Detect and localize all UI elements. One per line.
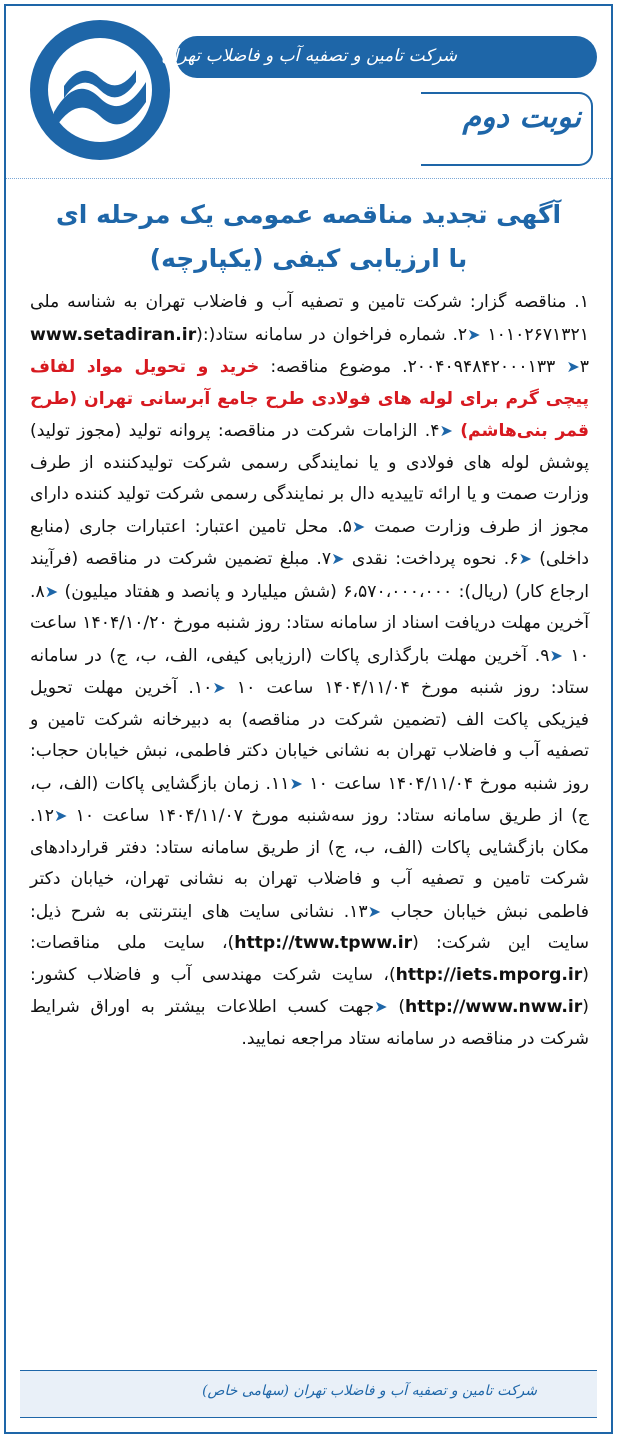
tender-subject: خرید و تحویل مواد لفاف پیچی گرم برای لوله های فولادی طرح جامع آبرسانی تهران (طرح قمر بنی‌هاشم) — [30, 357, 590, 441]
arrow-icon: ➤ — [331, 549, 345, 568]
notice-body — [6, 285, 611, 1055]
nww-website-link[interactable]: http://www.nww.ir — [405, 997, 583, 1017]
arrow-icon: ➤ — [367, 901, 382, 921]
company-logo — [20, 16, 180, 164]
notice-title — [6, 193, 611, 281]
websites-text: )، سایت ملی مناقصات: ( — [30, 933, 589, 985]
item-7-guarantee: ۷. مبلغ تضمین شرکت در مناقصه (فرآیند ارجاع کار) (ریال): ۶،۵۷۰،۰۰۰،۰۰۰ (شش میلیارد و پانصد و هفتاد میلیون) — [30, 549, 589, 602]
websites-text: ) — [387, 997, 406, 1017]
item-13-websites: ۱۳. نشانی سایت های اینترنتی به شرح ذیل: سایت این شرکت: ( — [30, 901, 589, 953]
arrow-icon: ➤ — [467, 324, 481, 344]
company-name-banner — [161, 36, 597, 78]
item-5-funding: ۵. محل تامین اعتبار: اعتبارات جاری (منابع داخلی) — [30, 516, 589, 569]
item-12-opening-place: ۱۲. مکان بازگشایی پاکات (الف، ب، ج) از طریق سامانه ستاد: دفتر قراردادهای شرکت تامین و تصفیه آب و فاضلاب تهران به نشانی تهران، خیابان دکتر فاطمی نبش خیابان حجاب — [30, 806, 589, 922]
arrow-icon: ➤ — [289, 773, 303, 793]
notice-frame — [4, 4, 613, 1434]
arrow-icon: ➤ — [439, 421, 453, 440]
item-11-opening-time: ۱۱. زمان بازگشایی پاکات (الف، ب، ج) از طریق سامانه ستاد: روز سه‌شنبه مورخ ۱۴۰۴/۱۱/۰۷ ساعت ۱۰ — [30, 773, 589, 826]
item-1-tenderer: ۱. مناقصه گزار: شرکت تامین و تصفیه آب و فاضلاب تهران به شناسه ملی ۱۰۱۰۲۶۷۱۳۲۱ — [30, 292, 589, 345]
closing-note: جهت کسب اطلاعات بیشتر به اوراق شرایط شرکت در مناقصه در سامانه ستاد مراجعه نمایید. — [30, 997, 589, 1049]
arrow-icon: ➤ — [374, 997, 388, 1016]
arrow-icon: ➤ — [518, 549, 532, 568]
arrow-icon: ➤ — [212, 678, 226, 697]
websites-text: )، سایت شرکت مهندسی آب و فاضلاب کشور: ( — [30, 964, 590, 1017]
arrow-icon: ➤ — [351, 516, 366, 536]
item-9-upload-deadline: ۹. آخرین مهلت بارگذاری پاکات (ارزیابی کیفی، الف، ب، ج) در سامانه ستاد: روز شنبه مورخ ۱۴۰۴/۱۱/۰۴ ساعت ۱۰ — [30, 645, 590, 698]
title-line-1: آگهی تجدید مناقصه عمومی یک مرحله ای — [55, 200, 562, 229]
arrow-icon: ➤ — [44, 581, 59, 601]
arrow-icon: ➤ — [566, 357, 580, 376]
item-3-subject-label: ۳. موضوع مناقصه: — [259, 357, 589, 377]
notice-header — [6, 6, 611, 179]
footer-signature: شرکت تامین و تصفیه آب و فاضلاب تهران (سهامی خاص) — [202, 1383, 537, 1399]
arrow-icon: ➤ — [549, 645, 563, 665]
company-name: شرکت تامین و تصفیه آب و فاضلاب تهران — [161, 46, 457, 66]
item-6-payment: ۶. نحوه پرداخت: نقدی — [344, 549, 519, 569]
title-line-2: با ارزیابی کیفی (یکپارچه) — [149, 244, 468, 273]
item-10-physical-delivery: ۱۰. آخرین مهلت تحویل فیزیکی پاکت الف (تضمین شرکت در مناقصه) به دبیرخانه شرکت تامین و تصفیه آب و فاضلاب تهران به نشانی خیابان دکتر فاطمی، نبش خیابان حجاب: روز شنبه مورخ ۱۴۰۴/۱۱/۰۴ ساعت ۱۰ — [30, 678, 589, 794]
tender-round-label: نوبت دوم — [462, 100, 581, 135]
tenders-website-link[interactable]: http://iets.mporg.ir — [395, 964, 583, 985]
footer-signature-bar — [20, 1370, 597, 1418]
company-website-link[interactable]: http://tww.tpww.ir — [234, 933, 413, 953]
item-2-call-number-prefix: ۲. شماره فراخوان در سامانه ستاد( — [208, 324, 468, 345]
arrow-icon: ➤ — [53, 806, 68, 825]
item-8-documents-deadline: ۸. آخرین مهلت دریافت اسناد از سامانه ستاد: روز شنبه مورخ ۱۴۰۴/۱۰/۲۰ ساعت ۱۰ — [30, 581, 589, 666]
setad-url-link[interactable]: www.setadiran.ir — [30, 324, 197, 345]
item-2-call-number: ): ۲۰۰۴۰۹۴۸۴۲۰۰۰۱۳۳ — [196, 324, 567, 377]
item-4-requirements: ۴. الزامات شرکت در مناقصه: پروانه تولید (مجوز تولید) پوشش لوله های فولادی و یا نمایندگی رسمی شرکت تولیدکننده از طرف وزارت صمت و یا ارائه تاییدیه دال بر نمایندگی رسمی شرکت تولید کننده دارای مجوز از طرف وزارت صمت — [30, 421, 589, 537]
